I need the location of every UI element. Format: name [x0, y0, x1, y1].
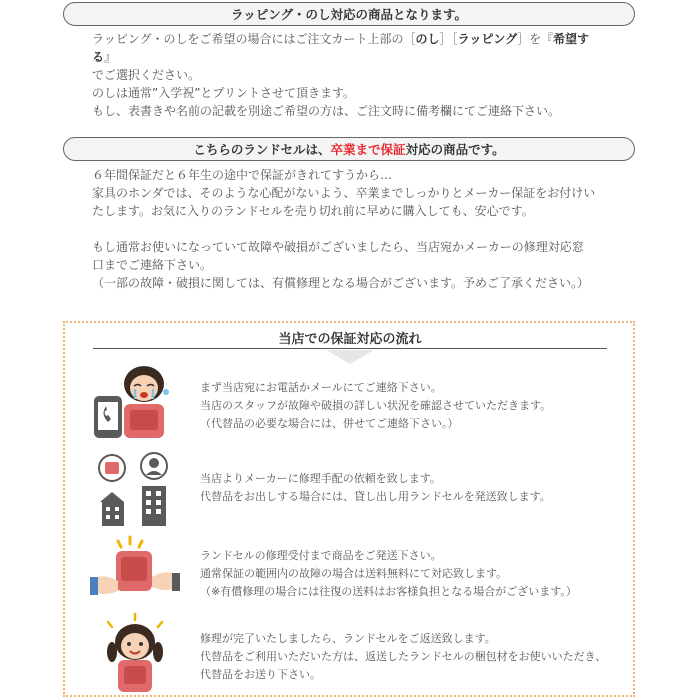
step-3-line-2: 通常保証の範囲内の故障の場合は送料無料にて対応致します。	[200, 567, 508, 580]
repair-line-3: （一部の故障・破損に関しては、有償修理となる場合がございます。予めご了承ください。）	[92, 276, 590, 290]
crying-girl-phone-icon	[92, 362, 182, 442]
warranty-line-1: ６年間保証だと６年生の途中で保証がきれてすうから…	[92, 168, 393, 182]
store-maker-buildings-icon	[96, 452, 176, 532]
step-3-line-1: ランドセルの修理受付まで商品をご発送下さい。	[200, 549, 442, 562]
wrapping-instructions	[92, 30, 612, 84]
repair-line-2: 口までご連絡下さい。	[92, 258, 213, 272]
flow-down-arrow-icon	[326, 350, 374, 364]
wrapping-header	[63, 2, 635, 26]
step-2-line-1: 当店よりメーカーに修理手配の依頼を致します。	[200, 472, 441, 485]
noshi-line-2: もし、表書きや名前の記載を別途ご希望の方は、ご注文時に備考欄にてご連絡下さい。	[92, 104, 561, 118]
step-4-line-3: 代替品をお送り下さい。	[200, 668, 321, 681]
wrapping-line-2: でご選択ください。	[92, 68, 201, 82]
step-3-text	[200, 547, 620, 601]
wrapping-header-title: ラッピング・のし対応の商品となります。	[230, 7, 467, 22]
hands-randoseru-delivery-icon	[90, 535, 180, 605]
warranty-line-3: たします。お気に入りのランドセルを売り切れ前に早めに購入しても、安心です。	[92, 204, 534, 218]
wrapping-line-1: ラッピング・のしをご希望の場合にはご注文カート上部の［のし］［ラッピング］を『希望する』	[92, 32, 590, 64]
warranty-description	[92, 166, 612, 220]
step-4-text	[200, 630, 620, 684]
repair-line-1: もし通常お使いになっていて故障や破損がございましたら、当店宛かメーカーの修理対応窓	[92, 240, 584, 254]
step-1-line-1: まず当店宛にお電話かメールにてご連絡下さい。	[200, 381, 442, 394]
hope-label: 希望する	[92, 32, 590, 64]
warranty-header: こちらのランドセルは、 卒業まで保証 対応の商品です。	[63, 137, 635, 161]
wrapping-label: ラッピング	[457, 32, 518, 46]
happy-girl-randoseru-icon	[100, 612, 170, 694]
step-3-line-3: （※有償修理の場合には往復の送料はお客様負担となる場合がございます。）	[200, 585, 577, 598]
warranty-line-2: 家具のホンダでは、そのような心配がないよう、卒業までしっかりとメーカー保証をお付けい	[92, 186, 596, 200]
flow-title: 当店での保証対応の流れ	[278, 332, 422, 347]
step-2-text	[200, 470, 620, 506]
step-1-line-2: 当店のスタッフが故障や破損の詳しい状況を確認させていただきます。	[200, 399, 552, 412]
warranty-highlight: 卒業まで保証	[330, 142, 406, 157]
step-2-line-2: 代替品をお出しする場合には、貸し出し用ランドセルを発送致します。	[200, 490, 551, 503]
step-1-line-3: （代替品の必要な場合には、併せてご連絡下さい。）	[200, 417, 459, 430]
step-4-line-2: 代替品をご利用いただいた方は、返送したランドセルの梱包材をお使いいただき、	[200, 650, 607, 663]
step-4-line-1: 修理が完了いたしましたら、ランドセルをご返送致します。	[200, 632, 496, 645]
noshi-label: のし	[415, 32, 440, 46]
flow-title-divider	[93, 348, 607, 349]
step-1-text	[200, 379, 620, 433]
noshi-line-1: のしは通常”入学祝”とプリントさせて頂きます。	[92, 86, 355, 100]
repair-description	[92, 238, 612, 292]
noshi-instructions	[92, 84, 612, 120]
